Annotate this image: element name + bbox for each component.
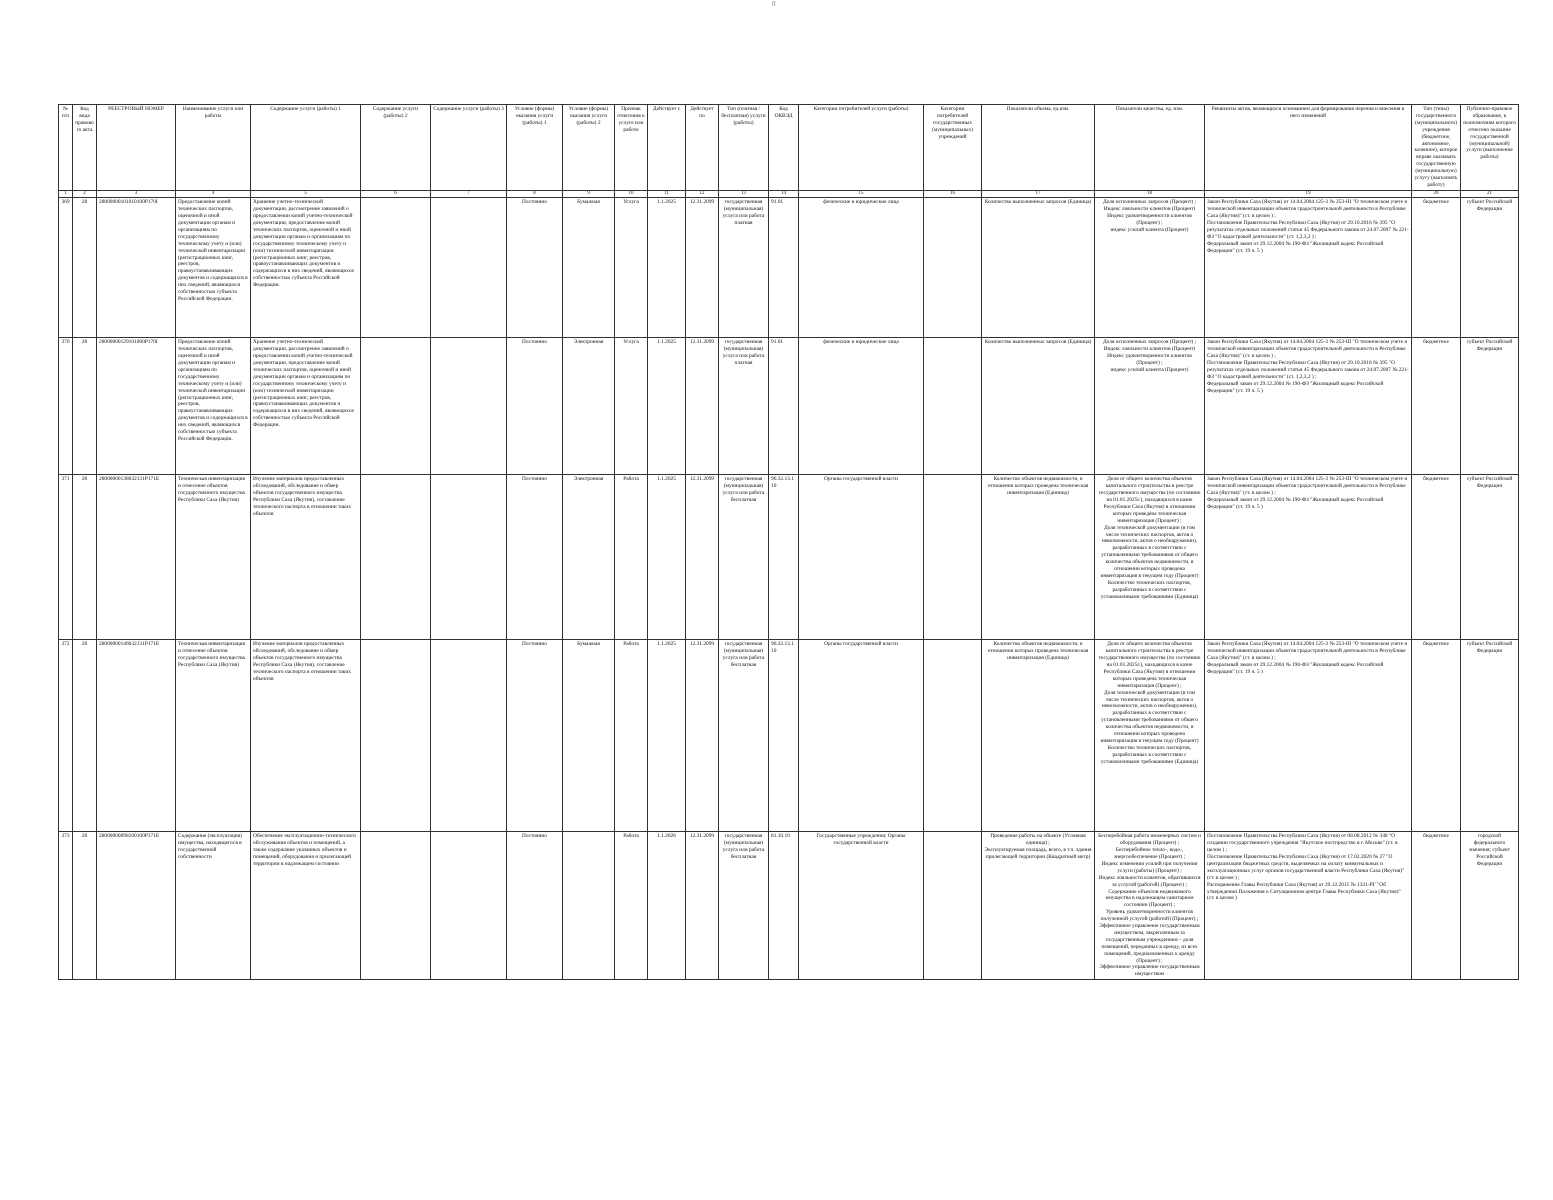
condition-1-cell: Постоянно xyxy=(507,475,563,640)
valid-from-cell: 1.1.2025 xyxy=(648,475,686,640)
column-number: 1 xyxy=(59,190,73,197)
content-3-cell xyxy=(431,475,507,640)
column-header: Содержание услуги (работы) 3 xyxy=(431,105,507,191)
column-number: 12 xyxy=(686,190,719,197)
row-number-cell: 369 xyxy=(59,198,73,338)
act-code-cell: 28 xyxy=(73,475,97,640)
column-header: Реквизиты актов, являющихся основанием для формирования перечня и внесения в него изменений xyxy=(1205,105,1412,191)
institution-consumers-cell xyxy=(924,198,982,338)
kind-cell: Работа xyxy=(615,475,648,640)
column-header: Условие (формы) оказания услуги (работы) 2 xyxy=(563,105,615,191)
column-header: Показатели качества, ед. изм. xyxy=(1095,105,1205,191)
content-1-cell: Изучение материалов предоставленных обследований, обследование и обмер объектов государственного имущества Республики Саха (Якутия), составление технического паспорта в отношении таких объектов xyxy=(251,475,361,640)
volume-indicators-cell: Количество объектов недвижимости, в отношении которых проведена техническая инвентаризация (Единица) xyxy=(982,475,1095,640)
column-number: 15 xyxy=(799,190,924,197)
column-number: 4 xyxy=(176,190,251,197)
quality-indicators-cell: Доля от общего количества объектов капитального строительства в реестре государственного имущества (по состоянию на 01.01.2025г.), находящихся в казне Республики Саха (Якутия) в отношении которых проведена техническая инвентаризация (Процент) ; Доля технической документации (в том числе технических паспортов, актов о невозможности, актов о необнаружении), разработанных в соответствии с установленными требованиями от общего количества объектов недвижимости, в отношении которых проведена инвентаризация в текущем году (Процент) Количество технических паспортов, разработанных в соответствии с установленными требованиями (Единица) xyxy=(1095,640,1205,832)
consumers-cell: Органы государственной власти xyxy=(799,475,924,640)
content-1-cell: Изучение материалов предоставленных обследований, обследование и обмер объектов государственного имущества Республики Саха (Якутия), составление технического паспорта в отношении таких объектов xyxy=(251,640,361,832)
service-type-cell: государственная (муниципальная) услуга или работа бесплатная xyxy=(719,640,769,832)
content-3-cell xyxy=(431,198,507,338)
registry-number-cell: 28000000146632131P171E xyxy=(97,640,176,832)
registry-number-cell: 28000000138632131P171E xyxy=(97,475,176,640)
valid-to-cell: 12.31.2099 xyxy=(686,475,719,640)
kind-cell: Работа xyxy=(615,832,648,980)
column-number: 17 xyxy=(982,190,1095,197)
content-2-cell xyxy=(361,338,431,475)
column-header: Действует по xyxy=(686,105,719,191)
column-header: Признак отнесения к услуге или работе xyxy=(615,105,648,191)
consumers-cell: физические и юридические лица xyxy=(799,198,924,338)
condition-2-cell: Бумажная xyxy=(563,640,615,832)
public-entity-cell: субъект Российской Федерации xyxy=(1461,640,1519,832)
quality-indicators-cell: Доля от общего количества объектов капитального строительства в реестре государственного имущества (по состоянию на 01.01.2025г.), находящихся в казне Республики Саха (Якутия) в отношении которых проведена техническая инвентаризация (Процент) ; Доля технической документации (в том числе технических паспортов, актов о невозможности, актов о необнаружении), разработанных в соответствии с установленными требованиями от общего количества объектов недвижимости, в отношении которых проведена инвентаризация в текущем году (Процент) Количество технических паспортов, разработанных в соответствии с установленными требованиями (Единица) xyxy=(1095,475,1205,640)
condition-1-cell: Постоянно xyxy=(507,198,563,338)
public-entity-cell: субъект Российской Федерации xyxy=(1461,198,1519,338)
content-2-cell xyxy=(361,640,431,832)
column-number: 9 xyxy=(563,190,615,197)
page-mark: 0 xyxy=(772,0,776,8)
column-number: 2 xyxy=(73,190,97,197)
service-name-cell: Содержание (эксплуатация) имущества, находящегося в государственной собственности xyxy=(176,832,251,980)
condition-2-cell: Электронная xyxy=(563,475,615,640)
column-number-row xyxy=(59,190,1519,197)
institution-type-cell: бюджетное xyxy=(1412,198,1461,338)
legal-acts-cell: Закон Республики Саха (Якутия) от 14.04.2004 125-3 № 253-III "О техническом учете и технической инвентаризации объектов градостроительной деятельности в Республике Саха (Якутия)" (ст. в целом ) ; Федеральный закон от 29.12.2004 № 190-ФЗ "Жилищный кодекс Российской Федерации" (ст. 19 ч. 5 ) xyxy=(1205,475,1412,640)
quality-indicators-cell: Бесперебойная работа инженерных систем и оборудования (Процент) ; Бесперебойное тепло-, водо-, энергообеспечение (Процент) ; Индекс изменения усилий при получении услуги (работы) (Процент) ; Индекс лояльности клиентов, обратившихся за услугой (работой) (Процент) ; Содержание объектов недвижимого имущества в надлежащем санитарном состоянии (Процент) ; Уровень удовлетворенности клиентов полученной услугой (работой) (Процент) ; Эффективное управление государственным имуществом, закрепленным за государственным учреждением – доля помещений, переданных в аренду, из всех помещений, предназначенных к аренду (Процент) ; Эффективное управление государственным имуществом xyxy=(1095,832,1205,980)
okved-cell: 91.01 xyxy=(769,338,799,475)
public-entity-cell: городской федерального значения; субъект Российской Федерации xyxy=(1461,832,1519,980)
service-type-cell: государственная (муниципальная) услуга или работа платная xyxy=(719,198,769,338)
kind-cell: Работа xyxy=(615,640,648,832)
valid-to-cell: 12.31.2099 xyxy=(686,198,719,338)
public-entity-cell: субъект Российской Федерации xyxy=(1461,338,1519,475)
service-name-cell: Техническая инвентаризация и отнесение объектов государственного имущества Республики Саха (Якутия) xyxy=(176,475,251,640)
content-3-cell xyxy=(431,832,507,980)
registry-number-cell: 28000000098100100P171E xyxy=(97,832,176,980)
kind-cell: Услуга xyxy=(615,198,648,338)
legal-acts-cell: Постановление Правительства Республики Саха (Якутия) от 08.08.2012 № 348 "О создании государственного учреждения "Якутское постпредство в г. Москве" (ст. в целом ) ; Постановление Правительства Республики Саха (Якутия) от 17.02.2020 № 27 "О централизации бюджетных средств, выделяемых на оплату коммунальных и эксплуатационных услуг органов государственной власти Республики Саха (Якутия)" (ст. в целом ) ; Распоряжение Главы Республики Саха (Якутия) от 29.12.2015 № 1321-РГ "Об утверждении Положения о Ситуационном центре Главы Республики Саха (Якутия)" (ст. в целом ) xyxy=(1205,832,1412,980)
valid-to-cell: 12.31.2099 xyxy=(686,832,719,980)
institution-consumers-cell xyxy=(924,832,982,980)
act-code-cell: 28 xyxy=(73,832,97,980)
consumers-cell: физические и юридические лица xyxy=(799,338,924,475)
column-number: 10 xyxy=(615,190,648,197)
table-row xyxy=(59,338,1519,475)
valid-to-cell: 12.31.2099 xyxy=(686,338,719,475)
valid-to-cell: 12.31.2099 xyxy=(686,640,719,832)
registry-number-cell: 28000000129101000P170I xyxy=(97,338,176,475)
column-number: 14 xyxy=(769,190,799,197)
column-header: РЕЕСТРОВЫЙ НОМЕР xyxy=(97,105,176,191)
content-3-cell xyxy=(431,640,507,832)
okved-cell: 96.32.13.110 xyxy=(769,475,799,640)
legal-acts-cell: Закон Республики Саха (Якутия) от 14.04.2004 125-3 № 253-III "О техническом учете и технической инвентаризации объектов градостроительной деятельности в Республике Саха (Якутия)" (ст. в целом ) ; Постановление Правительства Республики Саха (Якутия) от 29.10.2016 № 395 "О результатах отдельных положений статьи 45 Федерального закона от 24.07.2007 № 221-ФЗ "О кадастровой деятельности" (ст. 1,2,3,2 ) ; Федеральный закон от 29.12.2004 № 190-ФЗ "Жилищный кодекс Российской Федерации" (ст. 19 ч. 5 ) xyxy=(1205,198,1412,338)
act-code-cell: 28 xyxy=(73,338,97,475)
column-header: Показатели объема, ед.изм. xyxy=(982,105,1095,191)
column-number: 20 xyxy=(1412,190,1461,197)
column-header: Наименование услуги или работы xyxy=(176,105,251,191)
column-number: 16 xyxy=(924,190,982,197)
content-3-cell xyxy=(431,338,507,475)
service-type-cell: государственная (муниципальная) услуга или работа платная xyxy=(719,338,769,475)
column-header: Содержание услуги (работы) 1 xyxy=(251,105,361,191)
column-number: 3 xyxy=(97,190,176,197)
column-header: Действует с xyxy=(648,105,686,191)
condition-1-cell: Постоянно xyxy=(507,832,563,980)
volume-indicators-cell: Проведение работы на объекте (Условная единица) ; Эксплуатируемая площадь, всего, в т.ч. здания прилегающей территории (Квадратный метр) xyxy=(982,832,1095,980)
column-header: Категории потребителей государственных (муниципальных) учреждений xyxy=(924,105,982,191)
institution-type-cell: бюджетное xyxy=(1412,832,1461,980)
service-name-cell: Предоставление копий технических паспортов, оценочной и иной документации органам и организациям по государственному техническому учету и (или) технической инвентаризации (регистрационных книг, реестров, правоустанавливающих документов и содержащихся в них сведений, являющихся собственностью субъекта Российской Федерации. xyxy=(176,198,251,338)
column-header: № п/п xyxy=(59,105,73,191)
column-header: Код ОКВЭД xyxy=(769,105,799,191)
column-number: 5 xyxy=(251,190,361,197)
column-header: Условие (формы) оказания услуги (работы) 1 xyxy=(507,105,563,191)
content-2-cell xyxy=(361,198,431,338)
table-row xyxy=(59,832,1519,980)
column-header: Тип (платная / бесплатная) услуги (работы) xyxy=(719,105,769,191)
column-header: Код вида правового акта xyxy=(73,105,97,191)
column-number: 13 xyxy=(719,190,769,197)
column-header: Тип (типы) государственного (муниципального) учреждения (бюджетное, автономное, казенное), которое вправе оказывать государственную (муниципальную) услугу (выполнять работу) xyxy=(1412,105,1461,191)
column-number: 21 xyxy=(1461,190,1519,197)
content-1-cell: Хранение учетно-технической документации, рассмотрение заявлений о предоставлении копий учетно-технической документации, предоставление копий технических паспортов, оценочной и иной документации органам и организациям по государственному техническому учету и (или) технической инвентаризации (регистрационных книг, реестров, правоустанавливающих документов и содержащихся в них сведений, являющихся собственностью субъекта Российской Федерации. xyxy=(251,198,361,338)
services-register-table xyxy=(58,104,1519,980)
act-code-cell: 28 xyxy=(73,640,97,832)
service-name-cell: Техническая инвентаризация и отнесение объектов государственного имущества Республики Саха (Якутия) xyxy=(176,640,251,832)
valid-from-cell: 1.1.2026 xyxy=(648,832,686,980)
valid-from-cell: 1.1.2025 xyxy=(648,640,686,832)
header-row xyxy=(59,105,1519,191)
column-header: Публично-правовое образование, к полномочиям которого отнесено оказание государственной (муниципальной) услуги (выполнение работы) xyxy=(1461,105,1519,191)
condition-1-cell: Постоянно xyxy=(507,640,563,832)
institution-type-cell: бюджетное xyxy=(1412,640,1461,832)
institution-consumers-cell xyxy=(924,475,982,640)
institution-type-cell: бюджетное xyxy=(1412,338,1461,475)
valid-from-cell: 1.1.2025 xyxy=(648,338,686,475)
column-number: 8 xyxy=(507,190,563,197)
row-number-cell: 373 xyxy=(59,832,73,980)
kind-cell: Услуга xyxy=(615,338,648,475)
table-row xyxy=(59,640,1519,832)
content-2-cell xyxy=(361,832,431,980)
table-row xyxy=(59,198,1519,338)
consumers-cell: Органы государственной власти xyxy=(799,640,924,832)
service-type-cell: государственная (муниципальная) услуга или работа бесплатная xyxy=(719,832,769,980)
column-number: 6 xyxy=(361,190,431,197)
public-entity-cell: субъект Российской Федерации xyxy=(1461,475,1519,640)
act-code-cell: 28 xyxy=(73,198,97,338)
content-1-cell: Хранение учетно-технической документации, рассмотрение заявлений о предоставлении копий учетно-технической документации, предоставление копий технических паспортов, оценочной и иной документации органам и организациям по государственному техническому учету и (или) технической инвентаризации (регистрационных книг, реестров, правоустанавливающих документов и содержащихся в них сведений, являющихся собственностью субъекта Российской Федерации. xyxy=(251,338,361,475)
condition-2-cell: Электронная xyxy=(563,338,615,475)
column-number: 11 xyxy=(648,190,686,197)
okved-cell: 91.01 xyxy=(769,198,799,338)
service-type-cell: государственная (муниципальная) услуга или работа бесплатная xyxy=(719,475,769,640)
column-header: Содержание услуги (работы) 2 xyxy=(361,105,431,191)
institution-consumers-cell xyxy=(924,640,982,832)
condition-2-cell: Бумажная xyxy=(563,198,615,338)
quality-indicators-cell: Доля исполненных запросов (Процент) ; Индекс лояльности клиентов (Процент) Индекс удовлетворенности клиентов (Процент) ; индекс усилий клиента (Процент) xyxy=(1095,198,1205,338)
institution-consumers-cell xyxy=(924,338,982,475)
legal-acts-cell: Закон Республики Саха (Якутия) от 14.04.2004 125-3 № 253-III "О техническом учете и технической инвентаризации объектов градостроительной деятельности в Республике Саха (Якутия)" (ст. в целом ) ; Федеральный закон от 29.12.2004 № 190-ФЗ "Жилищный кодекс Российской Федерации" (ст. 19 ч. 5 ) xyxy=(1205,640,1412,832)
column-number: 18 xyxy=(1095,190,1205,197)
quality-indicators-cell: Доля исполненных запросов (Процент) ; Индекс лояльности клиентов (Процент) Индекс удовлетворенности клиентов (Процент) ; индекс усилий клиента (Процент) xyxy=(1095,338,1205,475)
row-number-cell: 371 xyxy=(59,475,73,640)
content-2-cell xyxy=(361,475,431,640)
condition-2-cell xyxy=(563,832,615,980)
row-number-cell: 370 xyxy=(59,338,73,475)
table-row xyxy=(59,475,1519,640)
row-number-cell: 372 xyxy=(59,640,73,832)
okved-cell: 96.32.13.110 xyxy=(769,640,799,832)
column-number: 19 xyxy=(1205,190,1412,197)
content-1-cell: Обеспечение эксплуатационно-технического обслуживания объектов и помещений, а также содержание указанных объектов и помещений, оборудования и прилегающей территории в надлежащем состоянии xyxy=(251,832,361,980)
column-number: 7 xyxy=(431,190,507,197)
institution-type-cell: бюджетное xyxy=(1412,475,1461,640)
volume-indicators-cell: Количество выполненных запросов (Единица) xyxy=(982,198,1095,338)
condition-1-cell: Постоянно xyxy=(507,338,563,475)
registry-number-cell: 28000000101010100P170I xyxy=(97,198,176,338)
okved-cell: 81.10.10 xyxy=(769,832,799,980)
service-name-cell: Предоставление копий технических паспортов, оценочной и иной документации органам и организациям по государственному техническому учету и (или) технической инвентаризации (регистрационных книг, реестров, правоустанавливающих документов и содержащихся в них сведений, являющихся собственностью субъекта Российской Федерации. xyxy=(176,338,251,475)
volume-indicators-cell: Количество выполненных запросов (Единица) xyxy=(982,338,1095,475)
valid-from-cell: 1.1.2025 xyxy=(648,198,686,338)
consumers-cell: Государственные учреждения; Органы государственной власти xyxy=(799,832,924,980)
column-header: Категории потребителей услуги (работы) xyxy=(799,105,924,191)
legal-acts-cell: Закон Республики Саха (Якутия) от 14.04.2004 125-3 № 253-III "О техническом учете и технической инвентаризации объектов градостроительной деятельности в Республике Саха (Якутия)" (ст. в целом ) ; Постановление Правительства Республики Саха (Якутия) от 29.10.2016 № 395 "О результатах отдельных положений статьи 45 Федерального закона от 24.07.2007 № 221-ФЗ "О кадастровой деятельности" (ст. 1,2,3,2 ) ; Федеральный закон от 29.12.2004 № 190-ФЗ "Жилищный кодекс Российской Федерации" (ст. 19 ч. 5 ) xyxy=(1205,338,1412,475)
volume-indicators-cell: Количество объектов недвижимости, в отношении которых проведена техническая инвентаризация (Единица) xyxy=(982,640,1095,832)
